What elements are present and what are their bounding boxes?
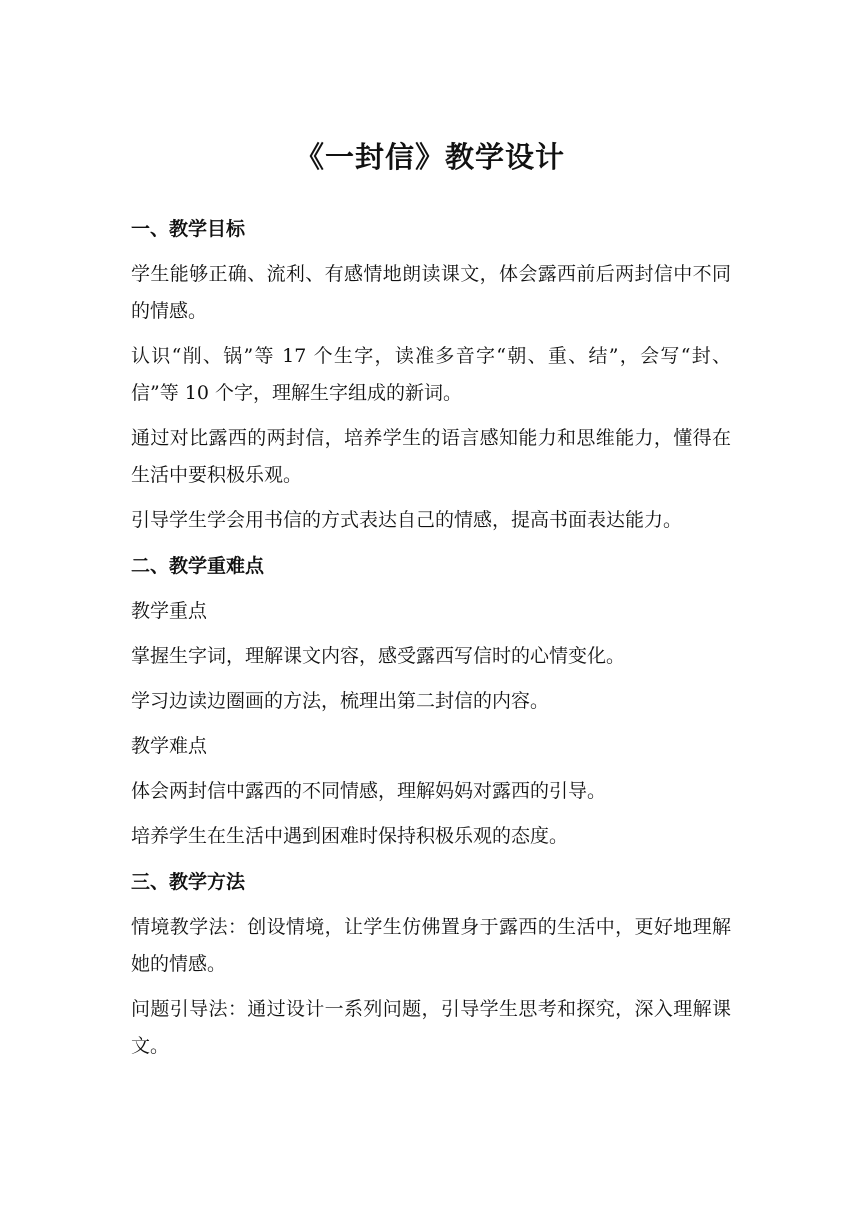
difficult-point-paragraph: 培养学生在生活中遇到困难时保持积极乐观的态度。: [131, 825, 569, 847]
document-title: 《一封信》教学设计: [294, 140, 565, 174]
key-point-paragraph: 掌握生字词，理解课文内容，感受露西写信时的心情变化。: [131, 645, 626, 667]
document-body: [131, 210, 731, 1073]
difficult-point-paragraph: 体会两封信中露西的不同情感，理解妈妈对露西的引导。: [131, 780, 607, 802]
key-point-paragraph: 学习边读边圈画的方法，梳理出第二封信的内容。: [131, 690, 550, 712]
goal-paragraph: 通过对比露西的两封信，培养学生的语言感知能力和思维能力，懂得在生活中要积极乐观。: [131, 427, 731, 486]
goal-paragraph: 学生能够正确、流利、有感情地朗读课文，体会露西前后两封信中不同的情感。: [131, 263, 731, 322]
goal-paragraph: 引导学生学会用书信的方式表达自己的情感，提高书面表达能力。: [131, 509, 683, 531]
difficult-points-label: 教学难点: [131, 735, 208, 757]
method-paragraph: 情境教学法：创设情境，让学生仿佛置身于露西的生活中，更好地理解她的情感。: [131, 916, 731, 975]
goal-paragraph: 认识“削、锅”等 17 个生字，读准多音字“朝、重、结”，会写“封、信”等 10 个字，理解生字组成的新词。: [131, 345, 731, 404]
section-heading-key-difficult-points: 二、教学重难点: [131, 555, 265, 577]
method-paragraph: 问题引导法：通过设计一系列问题，引导学生思考和探究，深入理解课文。: [131, 998, 731, 1057]
key-points-label: 教学重点: [131, 600, 208, 622]
section-heading-teaching-methods: 三、教学方法: [131, 871, 246, 893]
section-heading-teaching-goals: 一、教学目标: [131, 218, 246, 240]
